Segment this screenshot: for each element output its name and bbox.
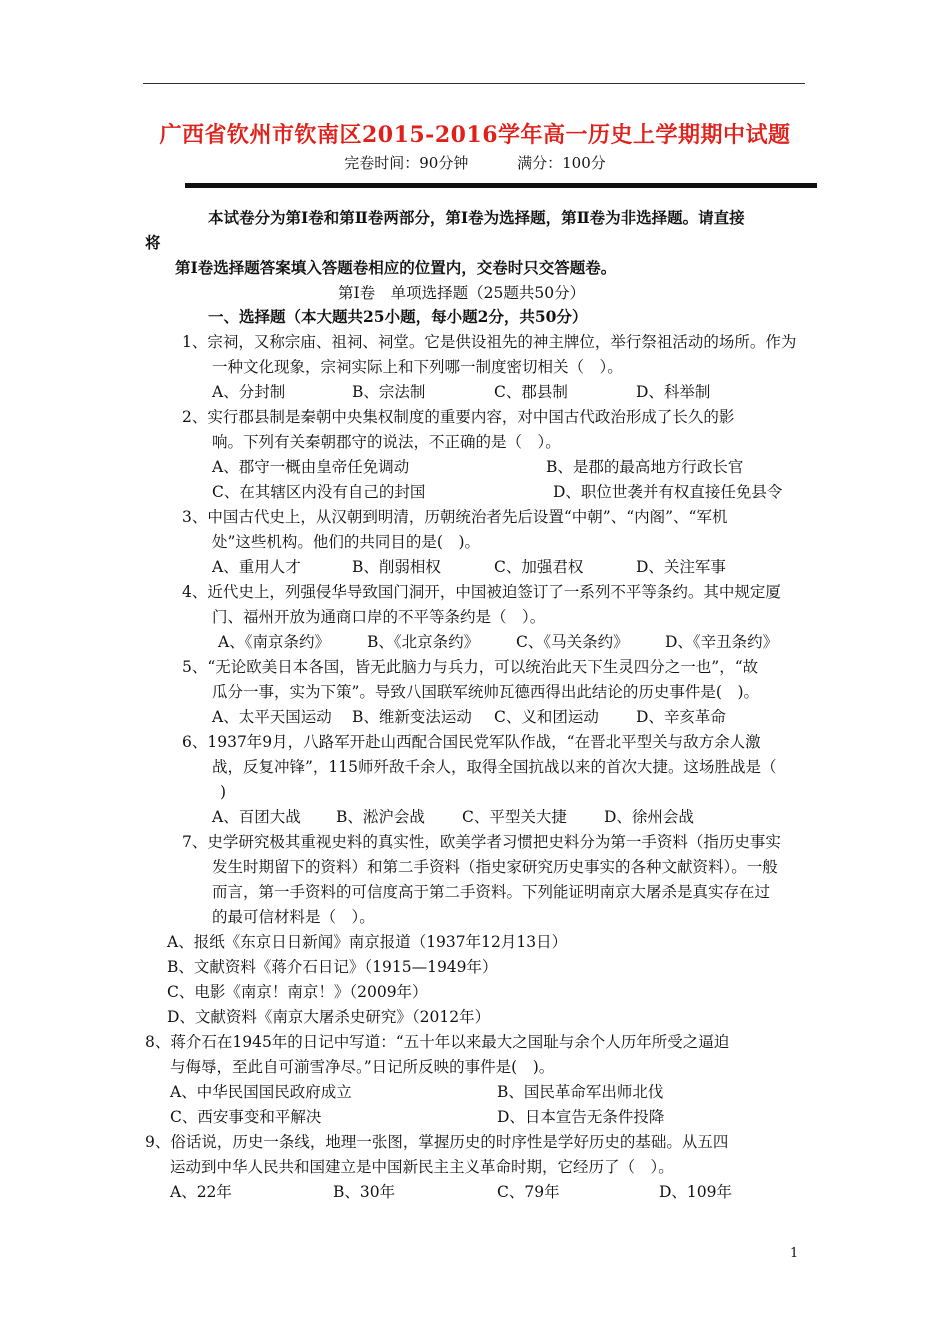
question-7-option-a: A、报纸《东京日日新闻》南京报道（1937年12月13日） [167, 933, 568, 951]
question-5-option-b: B、维新变法运动 [352, 708, 472, 726]
question-6-line-1: 6、1937年9月，八路军开赴山西配合国民党军队作战，“在晋北平型关与敌方余人激 [182, 733, 761, 751]
question-2-option-d: D、职位世袭并有权直接任免县令 [553, 483, 783, 501]
section-heading: 第Ⅰ卷 单项选择题（25题共50分） [338, 284, 586, 302]
question-2-option-b: B、是郡的最高地方行政长官 [546, 458, 744, 476]
question-7-option-c: C、电影《南京！南京！》（2009年） [167, 983, 428, 1001]
title-divider [185, 183, 817, 188]
question-1-option-d: D、科举制 [636, 383, 711, 401]
question-1-option-a: A、分封制 [212, 383, 286, 401]
exam-info [0, 152, 950, 173]
question-7-option-b: B、文献资料《蒋介石日记》（1915—1949年） [167, 958, 498, 976]
question-8-option-d: D、日本宣告无条件投降 [497, 1108, 665, 1126]
question-2-line-2: 响。下列有关秦朝郡守的说法，不正确的是（ ）。 [212, 433, 561, 451]
header-rule [143, 83, 805, 84]
question-3-option-b: B、削弱相权 [352, 558, 441, 576]
question-4-option-a: A、《南京条约》 [218, 633, 330, 651]
question-8-line-1: 8、蒋介石在1945年的日记中写道：“五十年以来最大之国耻与余个人历年所受之逼迫 [145, 1033, 730, 1051]
question-1-line-2: 一种文化现象，宗祠实际上和下列哪一制度密切相关（ ）。 [212, 358, 623, 376]
question-3-option-d: D、关注军事 [636, 558, 726, 576]
exam-time: 完卷时间：90分钟 [344, 154, 469, 172]
question-7-line-1: 7、史学研究极其重视史料的真实性，欧美学者习惯把史料分为第一手资料（指历史事实 [182, 833, 781, 851]
question-5-option-d: D、辛亥革命 [636, 708, 726, 726]
question-1-line-1: 1、宗祠，又称宗庙、祖祠、祠堂。它是供设祖先的神主牌位，举行祭祖活动的场所。作为 [182, 333, 797, 351]
question-8-option-a: A、中华民国国民政府成立 [170, 1083, 352, 1101]
question-3-line-2: 处”这些机构。他们的共同目的是( )。 [212, 533, 481, 551]
question-7-option-d: D、文献资料《南京大屠杀史研究》（2012年） [167, 1008, 491, 1026]
question-4-option-c: C、《马关条约》 [516, 633, 629, 651]
question-6-line-2: 战，反复冲锋”，115师歼敌千余人，取得全国抗战以来的首次大捷。这场胜战是（ [212, 758, 777, 776]
part-heading: 一、选择题（本大题共25小题，每小题2分，共50分） [208, 307, 588, 326]
question-5-line-2: 瓜分一事，实为下策”。导致八国联军统帅瓦德西得出此结论的历史事件是( )。 [212, 683, 760, 701]
question-6-option-d: D、徐州会战 [604, 808, 694, 826]
question-9-option-c: C、79年 [497, 1183, 560, 1201]
page-number: 1 [790, 1246, 799, 1261]
question-2-option-c: C、在其辖区内没有自己的封国 [212, 483, 426, 501]
question-3-option-c: C、加强君权 [494, 558, 584, 576]
question-3-option-a: A、重用人才 [212, 558, 301, 576]
question-7-line-4: 的最可信材料是（ ）。 [212, 908, 375, 926]
question-4-line-2: 门、福州开放为通商口岸的不平等条约是（ ）。 [212, 608, 546, 626]
question-9-option-d: D、109年 [659, 1183, 733, 1201]
instructions-line-1: 本试卷分为第Ⅰ卷和第Ⅱ卷两部分，第Ⅰ卷为选择题，第Ⅱ卷为非选择题。请直接 [208, 208, 745, 227]
question-4-option-d: D、《辛丑条约》 [665, 633, 779, 651]
question-9-line-2: 运动到中华人民共和国建立是中国新民主主义革命时期，它经历了（ ）。 [170, 1158, 674, 1176]
question-6-option-b: B、淞沪会战 [336, 808, 425, 826]
question-5-option-a: A、太平天国运动 [212, 708, 332, 726]
question-6-option-a: A、百团大战 [212, 808, 301, 826]
question-9-option-a: A、22年 [170, 1183, 232, 1201]
question-8-option-b: B、国民革命军出师北伐 [497, 1083, 664, 1101]
question-9-option-b: B、30年 [333, 1183, 396, 1201]
question-2-option-a: A、郡守一概由皇帝任免调动 [212, 458, 410, 476]
question-7-line-2: 发生时期留下的资料）和第二手资料（指史家研究历史事实的各种文献资料）。一般 [212, 858, 778, 876]
instructions-line-3: 第Ⅰ卷选择题答案填入答题卷相应的位置内，交卷时只交答题卷。 [175, 258, 617, 277]
question-6-line-3: ) [220, 783, 227, 801]
question-4-option-b: B、《北京条约》 [367, 633, 480, 651]
question-3-line-1: 3、中国古代史上，从汉朝到明清，历朝统治者先后设置“中朝”、“内阁”、“军机 [182, 508, 728, 526]
question-9-line-1: 9、俗话说，历史一条线，地理一张图，掌握历史的时序性是学好历史的基础。从五四 [145, 1133, 729, 1151]
question-5-line-1: 5、“无论欧美日本各国，皆无此脑力与兵力，可以统治此天下生灵四分之一也”，“故 [182, 658, 759, 676]
question-6-option-c: C、平型关大捷 [462, 808, 567, 826]
question-1-option-c: C、郡县制 [494, 383, 568, 401]
exam-score: 满分：100分 [517, 154, 606, 172]
question-8-line-2: 与侮辱，至此自可湔雪净尽。”日记所反映的事件是( )。 [170, 1058, 555, 1076]
question-7-line-3: 而言，第一手资料的可信度高于第二手资料。下列能证明南京大屠杀是真实存在过 [212, 883, 771, 901]
instructions-line-2: 将 [145, 233, 161, 252]
page-title: 广西省钦州市钦南区2015-2016学年高一历史上学期期中试题 [159, 122, 791, 148]
question-8-option-c: C、西安事变和平解决 [170, 1108, 322, 1126]
question-2-line-1: 2、实行郡县制是秦朝中央集权制度的重要内容，对中国古代政治形成了长久的影 [182, 408, 735, 426]
question-4-line-1: 4、近代史上，列强侵华导致国门洞开，中国被迫签订了一系列不平等条约。其中规定厦 [182, 583, 781, 601]
question-5-option-c: C、义和团运动 [494, 708, 599, 726]
question-1-option-b: B、宗法制 [352, 383, 426, 401]
